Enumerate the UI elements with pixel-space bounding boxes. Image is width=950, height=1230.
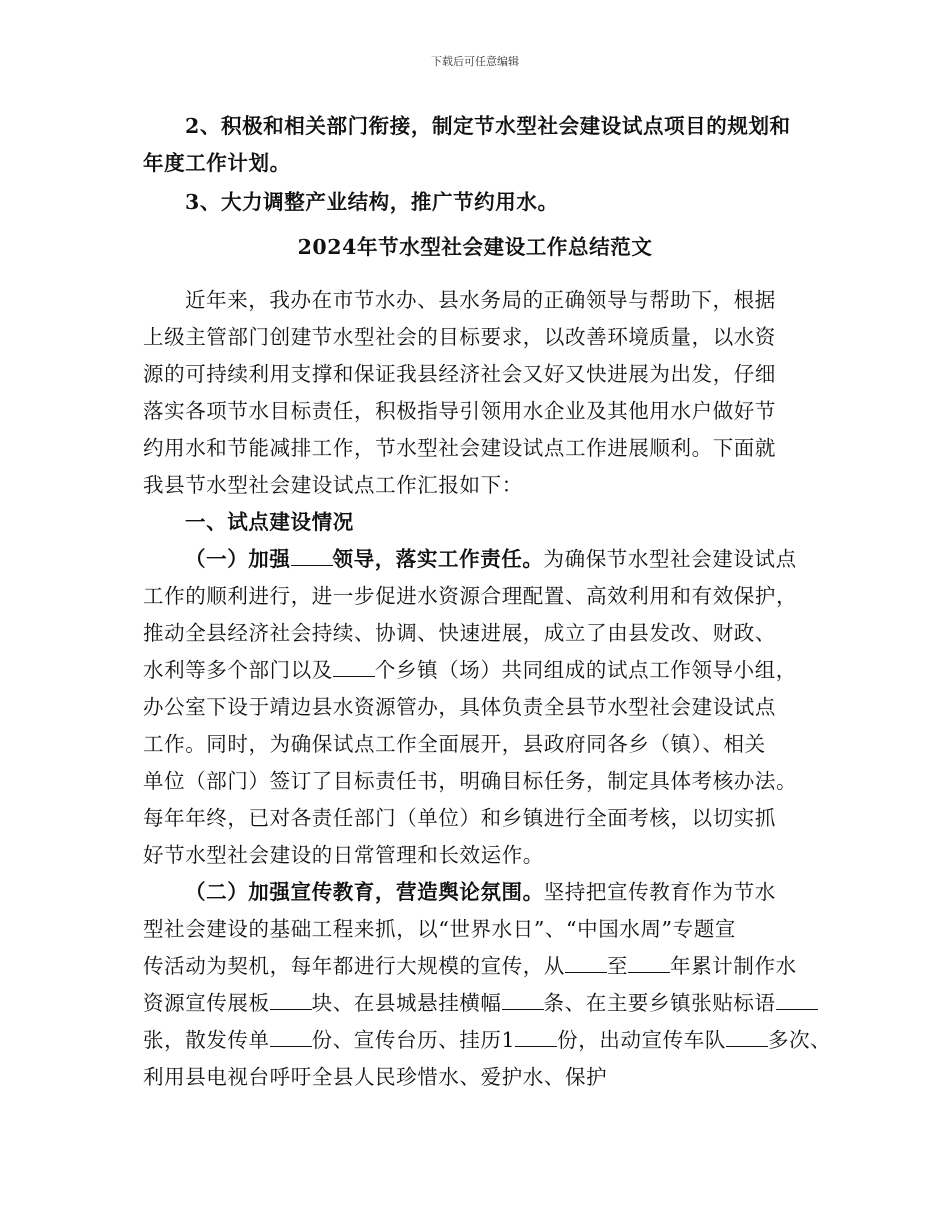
sub-section-2-text: 坚持把宣传教育作为节水 bbox=[543, 880, 776, 904]
item-3-line-1: 3、大力调整产业结构，推广节约用水。 bbox=[185, 190, 559, 214]
sub-section-2-line-3 bbox=[143, 948, 813, 985]
sub-section-1-text: 为确保节水型社会建设试点 bbox=[543, 547, 797, 571]
text-span: 传活动为契机，每年都进行大规模的宣传，从 bbox=[143, 954, 565, 978]
intro-line: 上级主管部门创建节水型社会的目标要求，以改善环境质量，以水资 bbox=[143, 325, 776, 349]
sub-section-1-line-1 bbox=[143, 541, 813, 578]
sub-section-1 bbox=[143, 541, 813, 874]
intro-line: 近年来，我办在市节水办、县水务局的正确领导与帮助下，根据 bbox=[185, 288, 776, 312]
text-span: 份、宣传台历、挂历1 bbox=[311, 1028, 516, 1052]
sub-section-2-heading: （二）加强宣传教育，营造舆论氛围。 bbox=[185, 880, 544, 904]
section-heading-1 bbox=[143, 504, 813, 541]
item-2-line-2: 年度工作计划。 bbox=[143, 151, 291, 175]
sub-section-2-line: 型社会建设的基础工程来抓，以“世界水日”、“中国水周”专题宣 bbox=[143, 917, 736, 941]
sub-section-1-heading-a: （一）加强 bbox=[185, 547, 291, 571]
text-span: 块、在县城悬挂横幅 bbox=[311, 991, 502, 1015]
text-span: 资源宣传展板 bbox=[143, 991, 270, 1015]
item-2 bbox=[143, 108, 813, 182]
sub-section-1-heading-b: 领导，落实工作责任。 bbox=[332, 547, 544, 571]
sub-section-1-line: 工作的顺利进行，进一步促进水资源合理配置、高效利用和有效保护， bbox=[143, 584, 798, 608]
fill-in-blank bbox=[565, 954, 607, 973]
text-span: 年累计制作水 bbox=[670, 954, 797, 978]
sub-section-1-line: 工作。同时，为确保试点工作全面展开，县政府同各乡（镇）、相关 bbox=[143, 732, 766, 756]
sub-section-2 bbox=[143, 874, 832, 1096]
fill-in-blank bbox=[270, 991, 312, 1010]
fill-in-blank bbox=[333, 658, 375, 677]
intro-line: 约用水和节能减排工作，节水型社会建设试点工作进展顺利。下面就 bbox=[143, 436, 776, 460]
fill-in-blank bbox=[270, 1028, 312, 1047]
text-span: 至 bbox=[607, 954, 629, 978]
sub-section-1-line: 单位（部门）签订了目标责任书，明确目标任务，制定具体考核办法。 bbox=[143, 769, 798, 793]
sub-section-2-line-5 bbox=[143, 1022, 832, 1059]
sub-section-2-line: 利用县电视台呼吁全县人民珍惜水、爱护水、保护 bbox=[143, 1065, 608, 1089]
fill-in-blank bbox=[291, 547, 333, 566]
fill-in-blank bbox=[776, 991, 818, 1010]
page-header: 下载后可任意编辑 bbox=[431, 55, 519, 68]
section-heading-1-text: 一、试点建设情况 bbox=[185, 510, 354, 534]
intro-line: 落实各项节水目标责任，积极指导引领用水企业及其他用水户做好节 bbox=[143, 399, 776, 423]
text-span: 条、在主要乡镇张贴标语 bbox=[543, 991, 776, 1015]
intro-paragraph bbox=[143, 282, 813, 504]
sub-section-1-line: 每年年终，已对各责任部门（单位）和乡镇进行全面考核，以切实抓 bbox=[143, 806, 776, 830]
sub-section-1-line: 好节水型社会建设的日常管理和长效运作。 bbox=[143, 843, 544, 867]
intro-line: 源的可持续利用支撑和保证我县经济社会又好又快进展为出发，仔细 bbox=[143, 362, 776, 386]
fill-in-blank bbox=[628, 954, 670, 973]
fill-in-blank bbox=[726, 1028, 768, 1047]
text-span: 份，出动宣传车队 bbox=[557, 1028, 726, 1052]
text-span: 张，散发传单 bbox=[143, 1028, 270, 1052]
sub-section-2-line-1 bbox=[143, 874, 813, 911]
fill-in-blank bbox=[515, 1028, 557, 1047]
intro-line: 我县节水型社会建设试点工作汇报如下： bbox=[143, 473, 523, 497]
sub-section-1-line-4 bbox=[143, 652, 813, 689]
text-span: 个乡镇（场）共同组成的试点工作领导小组， bbox=[374, 658, 797, 682]
sub-section-1-line: 办公室下设于靖边县水资源管办，具体负责全县节水型社会建设试点 bbox=[143, 695, 776, 719]
item-2-line-1: 2、积极和相关部门衔接，制定节水型社会建设试点项目的规划和 bbox=[185, 114, 791, 138]
sub-section-1-line: 推动全县经济社会持续、协调、快速进展，成立了由县发改、财政、 bbox=[143, 621, 776, 645]
text-span: 水利等多个部门以及 bbox=[143, 658, 333, 682]
sub-section-2-line-4 bbox=[143, 985, 813, 1022]
text-span: 多次、 bbox=[767, 1028, 832, 1052]
item-3 bbox=[143, 184, 813, 221]
document-title: 2024年节水型社会建设工作总结范文 bbox=[297, 235, 653, 259]
fill-in-blank bbox=[502, 991, 544, 1010]
